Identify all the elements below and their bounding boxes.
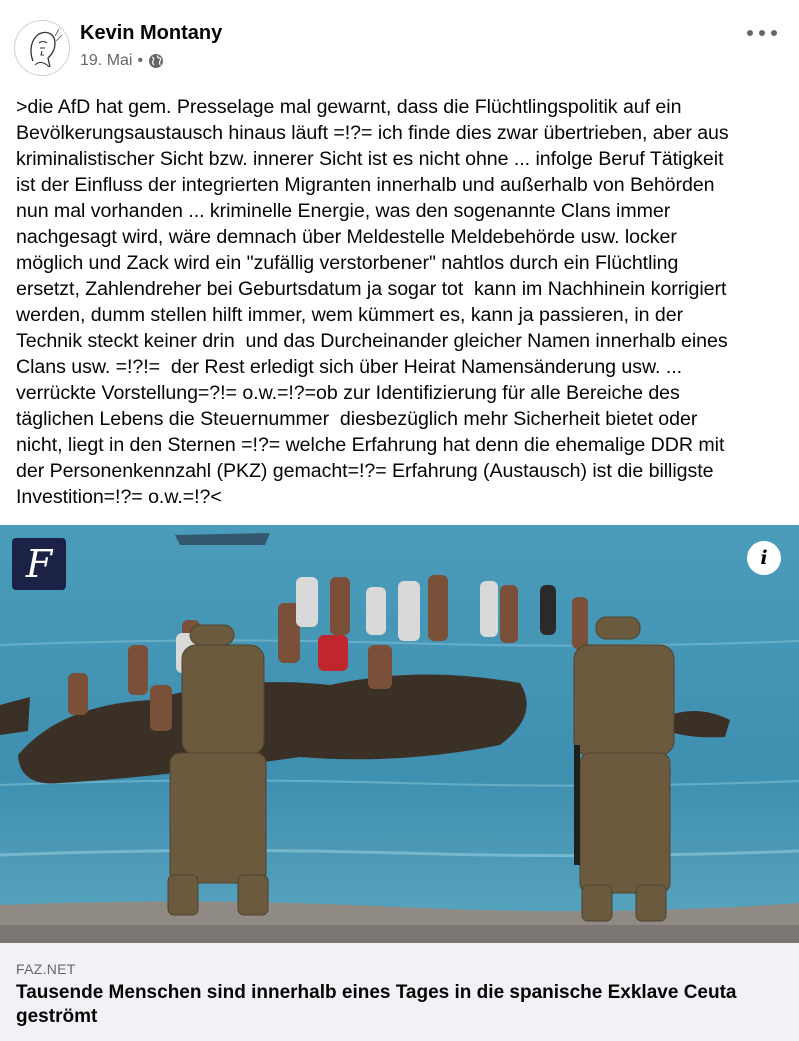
author-name[interactable]: Kevin Montany (80, 22, 223, 44)
link-domain: FAZ.NET (16, 961, 76, 977)
globe-icon[interactable] (148, 53, 164, 69)
link-card-footer[interactable] (0, 943, 799, 1041)
more-options-button[interactable] (747, 22, 777, 44)
post-date[interactable]: 19. Mai (80, 52, 133, 69)
link-preview-image[interactable] (0, 525, 799, 943)
info-icon[interactable]: i (747, 541, 781, 575)
avatar-sketch-icon (15, 21, 69, 75)
avatar[interactable] (14, 20, 70, 76)
faz-logo: F (12, 538, 66, 590)
post-text: >die AfD hat gem. Presselage mal gewarnt, dass die Flüchtlingspolitik auf ein Bevölkerungsaustausch hinaus läuft =!?= ich finde dies zwar übertrieben, aber aus kriminalistischer Sicht bzw. innerer Sicht ist es nicht ohne ... infolge Beruf Tätigkeit ist der Einfluss der integrierten Migranten innerhalb und außerhalb von Behörden nun mal vorhanden ... kriminelle Energie, was den sogenannte Clans immer nachgesagt wird, wäre demnach über Meldestelle Meldebehörde usw. locker möglich und Zack wird ein "zufällig verstorbener" nahtlos durch ein Flüchtling ersetzt, Zahlendreher bei Geburtsdatum ja sogar tot kann im Nachhinein korrigiert werden, dumm stellen hilft immer, wem kümmert es, kann ja passieren, in der Technik steckt keiner drin und das Durcheinander gleicher Namen innerhalb eines Clans usw. =!?!= der Rest erledigt sich über Heirat Namensänderung usw. ... verrückte Vorstellung=?!= o.w.=!?=ob zur Identifizierung für alle Bereiche des täglichen Lebens die Steuernummer diesbezüglich mehr Sicherheit bietet oder nicht, liegt in den Sternen =!?= welche Erfahrung hat denn die ehemalige DDR mit der Personenkennzahl (PKZ) gemacht=!?= Erfahrung (Austausch) ist die billigste Investition=!?= o.w.=!?< (16, 96, 729, 508)
more-dot (747, 30, 753, 36)
post-header (0, 0, 799, 84)
link-headline[interactable]: Tausende Menschen sind innerhalb eines Tages in die spanische Exklave Ceuta geströmt (16, 982, 737, 1027)
more-dot (771, 30, 777, 36)
meta-separator: • (137, 52, 144, 69)
beach-photo (0, 525, 799, 943)
post-meta (80, 52, 164, 70)
link-preview-card[interactable] (0, 525, 799, 1041)
more-dot (759, 30, 765, 36)
